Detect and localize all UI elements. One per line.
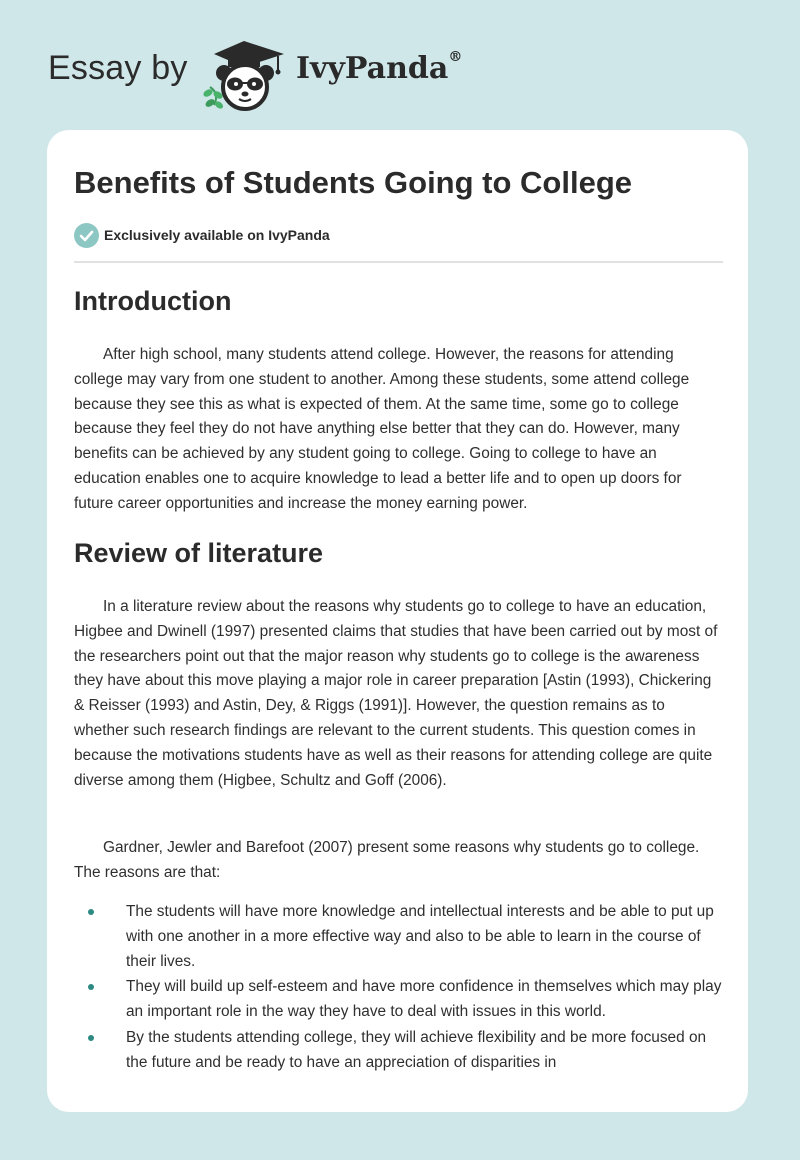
- panda-graduate-icon: [198, 35, 290, 113]
- brand-text: IvyPanda: [296, 51, 449, 86]
- review-paragraph-2: Gardner, Jewler and Barefoot (2007) present some reasons why students go to college. The reasons are that:: [74, 839, 700, 881]
- exclusive-badge: [74, 222, 330, 248]
- bullet-dot-icon: [88, 909, 94, 915]
- site-header: [0, 0, 800, 130]
- essay-card: [47, 130, 748, 1112]
- introduction-paragraph: After high school, many students attend college. However, the reasons for attending college may vary from one student to another. Among these students, some attend college because they see this as what is expected of them. At the same time, some go to college because they feel they do not have anything else better that they can do. However, many benefits can be achieved by any student going to college. Going to college to have an education enables one to acquire knowledge to lead a better life and to open up doors for future career opportunities and increase the money earning power.: [74, 346, 690, 512]
- list-item: [74, 900, 723, 974]
- brand-name[interactable]: [296, 51, 462, 86]
- review-paragraph-1: In a literature review about the reasons why students go to college to have an education, Higbee and Dwinell (1997) presented claims that studies that have been carried out by most of the researchers point out that the major reason why students go to college is the awareness they have about this move playing a major role in career preparation [Astin (1993), Chickering & Reisser (1993) and Astin, Dey, & Riggs (1991)]. However, the question remains as to whether such research findings are relevant to the current students. This question comes in because the motivations students have as well as their reasons for attending college are quite diverse among them (Higbee, Schultz and Goff (2006).: [74, 598, 718, 789]
- bullet-dot-icon: [88, 1035, 94, 1041]
- list-item-text: The students will have more knowledge and intellectual interests and be able to put up with one another in a more effective way and also to be able to learn in the course of their lives.: [126, 903, 714, 970]
- check-circle-icon: [74, 223, 99, 248]
- list-item: [74, 1026, 723, 1076]
- reasons-list: [74, 900, 723, 1077]
- registered-mark: ®: [448, 49, 463, 65]
- section-heading-review: Review of literature: [74, 538, 324, 568]
- essay-by-label: Essay by: [48, 49, 188, 87]
- page-title: Benefits of Students Going to College: [74, 165, 632, 200]
- list-item: [74, 975, 723, 1025]
- list-item-text: By the students attending college, they will achieve flexibility and be more focused on the future and be ready to have an appreciation of disparities in: [126, 1028, 707, 1071]
- list-item-text: They will build up self-esteem and have more confidence in themselves which may play an important role in the way they have to deal with issues in this world.: [126, 978, 722, 1021]
- exclusive-label: Exclusively available on IvyPanda: [104, 227, 330, 243]
- title-divider: [74, 261, 723, 263]
- bullet-dot-icon: [88, 984, 94, 990]
- section-heading-introduction: Introduction: [74, 286, 232, 316]
